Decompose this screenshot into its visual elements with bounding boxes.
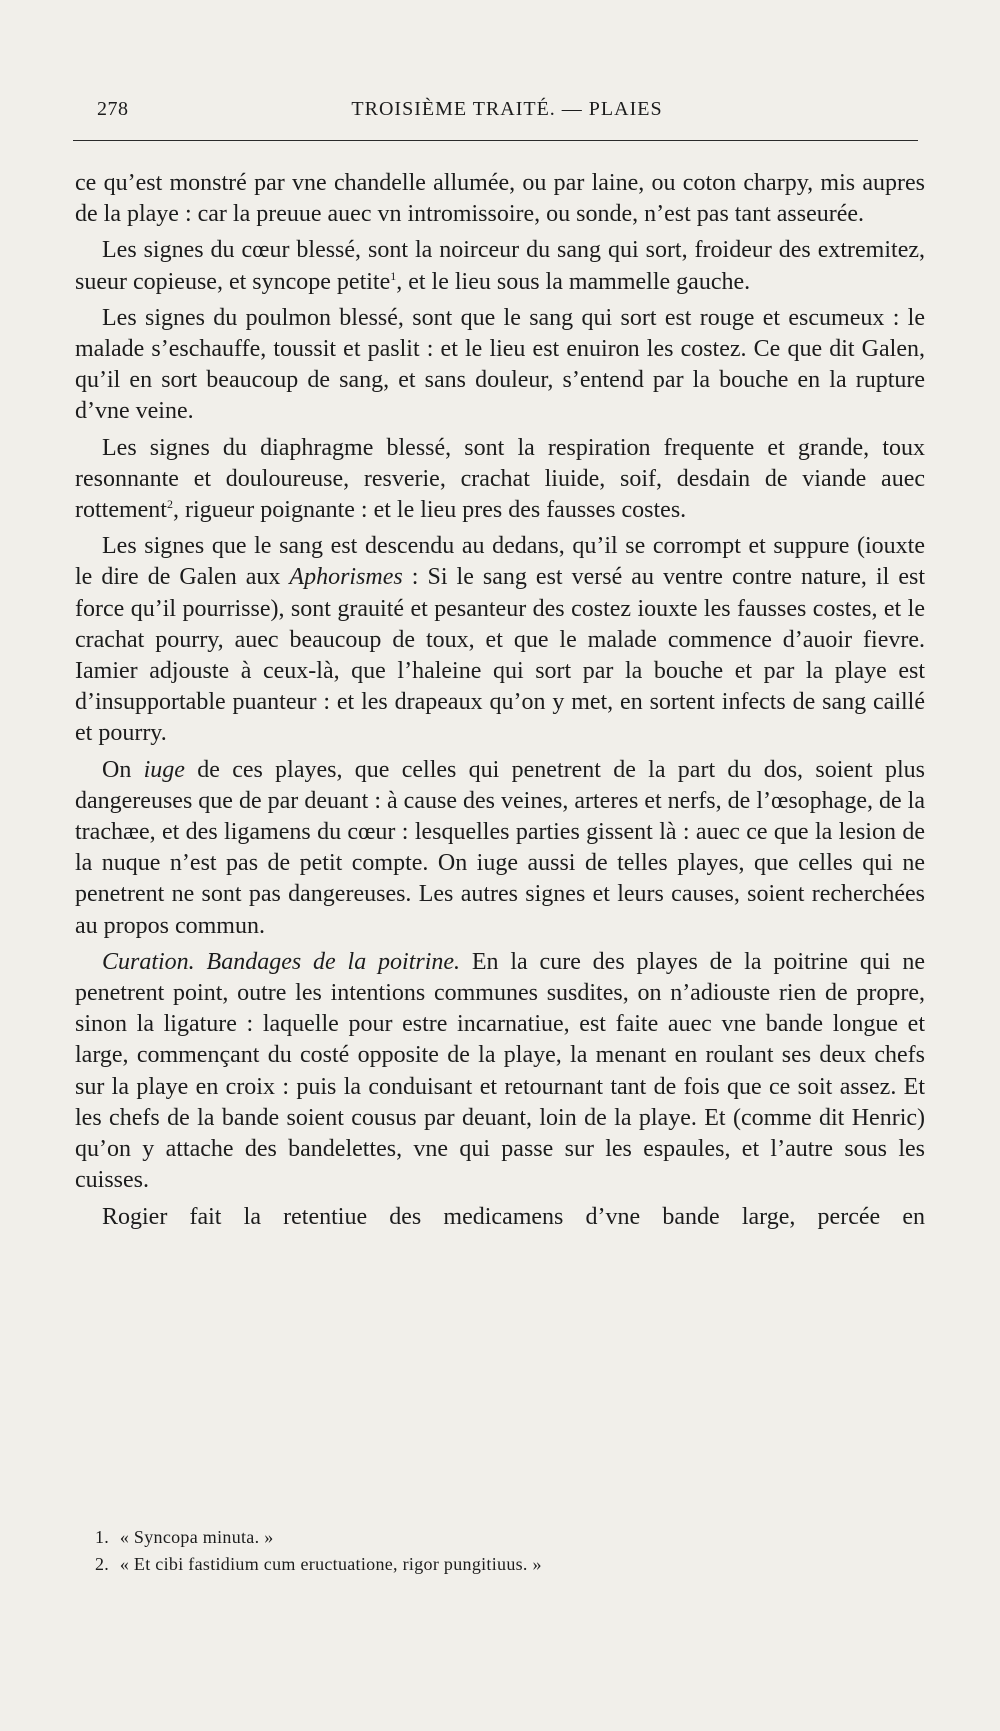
paragraph-continued: ce qu’est monstré par vne chandelle allumée, ou par laine, ou coton charpy, mis aupres de la playe : car la preuue auec vn intromissoire, ou sonde, n’est pas tant asseurée. [75,170,925,228]
running-head: TROISIÈME TRAITÉ. — PLAIES [351,98,663,120]
footnote-ref-1: 1 [390,268,397,283]
paragraph-blood: Les signes que le sang est descendu au dedans, qu’il se corrompt et suppure (iouxte le dire de Galen aux Aphorismes : Si le sang est versé au ventre contre nature, il est force qu’il pourrisse), sont grauité et pesanteur des costez iouxte les fausses costes, et le crachat pourry, auec beaucoup de toux, et que le malade commence d’auoir fievre. Iamier adjouste à ceux-là, que l’haleine qui sort par la bouche et par la playe est d’insupportable puanteur : et les drapeaux qu’on y met, en sortent infects de sang caillé et pourry. [75,533,925,747]
paragraph-diaphragm: Les signes du diaphragme blessé, sont la respiration frequente et grande, toux resonnante et douloureuse, resverie, crachat liuide, soif, desdain de viande auec rottement$^2$, rigueur poignante : et le lieu pres des fausses costes. [75,434,925,524]
page-header [97,98,917,126]
paragraph-curation: Curation. Bandages de la poitrine. En la cure des playes de la poitrine qui ne penetrent point, outre les intentions communes susdites, on n’adiouste rien de propre, sinon la ligature : laquelle pour estre incarnatiue, est faite auec vne bande longue et large, commençant du costé opposite de la playe, la menant en roulant ses deux chefs sur la playe en croix : puis la conduisant et retournant tant de fois que ce soit assez. Et les chefs de la bande soient cousus par deuant, loin de la playe. Et (comme dit Henric) qu’on y attache des bandelettes, vne qui passe sur les espaules, et l’autre sous les cuisses. [75,948,925,1194]
header-rule [73,140,918,141]
footnote-1: 1. « Syncopa minuta. » [95,1527,274,1547]
page-number: 278 [97,98,129,120]
footnotes [95,1524,895,1578]
footnote-ref-2: 2 [166,497,173,512]
section-heading: Curation. Bandages de la poitrine. [102,948,461,975]
paragraph-judgement: On iuge de ces playes, que celles qui penetrent de la part du dos, soient plus dangereuses que de par deuant : à cause des veines, arteres et nerfs, de l’œsophage, de la trachæe, et des ligamens du cœur : lesquelles parties gissent là : auec ce que la lesion de la nuque n’est pas de petit compte. On iuge aussi de telles playes, que celles qui ne penetrent ne sont pas dangereuses. Les autres signes et leurs causes, soient recherchées au propos commun. [75,756,925,939]
paragraph-heart: Les signes du cœur blessé, sont la noirceur du sang qui sort, froideur des extremitez, sueur copieuse, et syncope petite$^1$, et le lieu sous la mammelle gauche. [75,237,925,295]
paragraph-lung: Les signes du poulmon blessé, sont que le sang qui sort est rouge et escumeux : le malade s’eschauffe, toussit et paslit : et le lieu est enuiron les costez. Ce que dit Galen, qu’il en sort beaucoup de sang, et sans douleur, s’entend par la bouche en la rupture d’vne veine. [75,304,925,425]
body-text [75,168,925,1233]
footnote-2: 2. « Et cibi fastidium cum eructuatione, rigor pungitiuus. » [95,1554,542,1574]
paragraph-rogier: Rogier fait la retentiue des medicamens d’vne bande large, percée en [102,1203,925,1230]
